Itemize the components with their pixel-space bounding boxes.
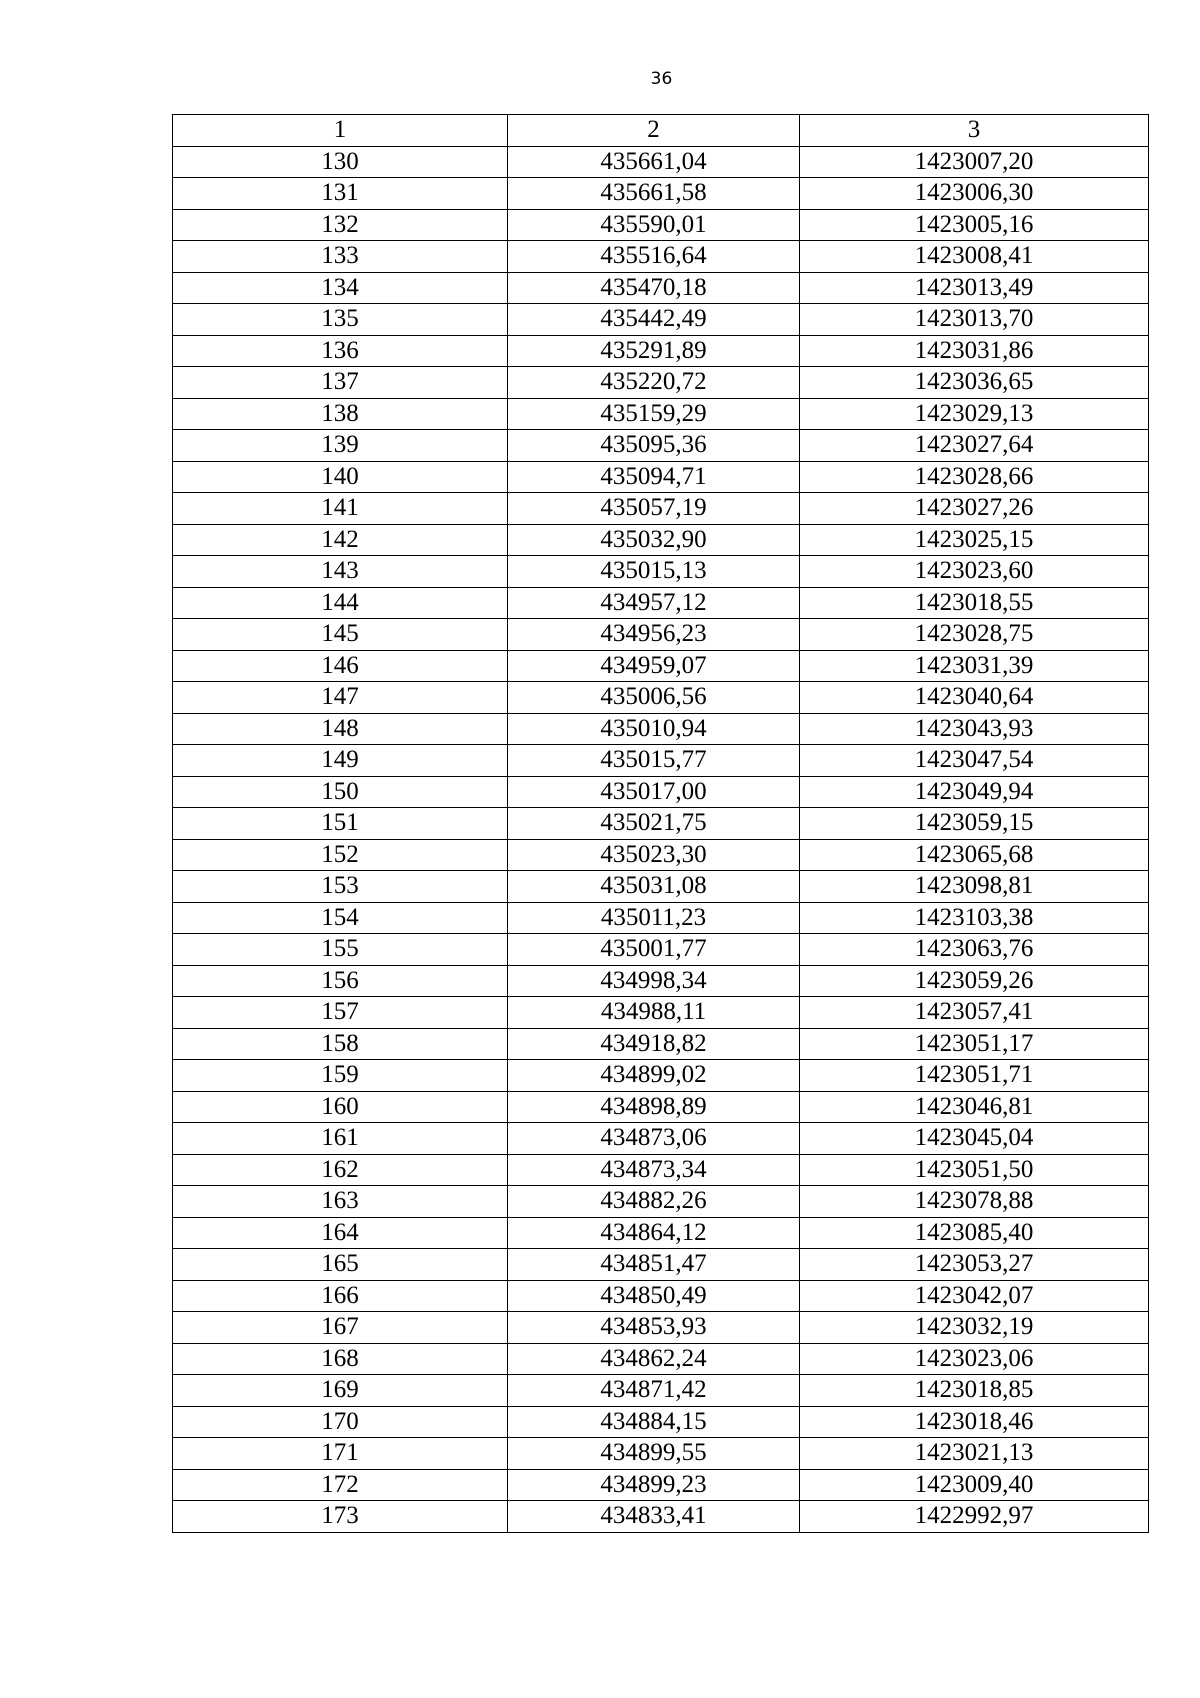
y-coordinate-cell: 1423045,04 [800, 1123, 1149, 1155]
x-coordinate-cell: 435661,58 [508, 178, 800, 210]
y-coordinate-cell: 1423053,27 [800, 1249, 1149, 1281]
point-number-cell: 171 [173, 1438, 508, 1470]
x-coordinate-cell: 435010,94 [508, 713, 800, 745]
table-row [173, 335, 1149, 367]
point-number-cell: 135 [173, 304, 508, 336]
table-row [173, 430, 1149, 462]
table-row [173, 209, 1149, 241]
y-coordinate-cell: 1423103,38 [800, 902, 1149, 934]
x-coordinate-cell: 434959,07 [508, 650, 800, 682]
x-coordinate-cell: 434853,93 [508, 1312, 800, 1344]
table-row [173, 1343, 1149, 1375]
point-number-cell: 133 [173, 241, 508, 273]
y-coordinate-cell: 1423028,75 [800, 619, 1149, 651]
point-number-cell: 139 [173, 430, 508, 462]
point-number-cell: 138 [173, 398, 508, 430]
y-coordinate-cell: 1423047,54 [800, 745, 1149, 777]
page-number: 36 [650, 69, 673, 89]
table-row [173, 178, 1149, 210]
point-number-cell: 148 [173, 713, 508, 745]
x-coordinate-cell: 435015,77 [508, 745, 800, 777]
table-row [173, 713, 1149, 745]
y-coordinate-cell: 1423057,41 [800, 997, 1149, 1029]
column-header-1: 1 [173, 115, 508, 147]
y-coordinate-cell: 1423028,66 [800, 461, 1149, 493]
point-number-cell: 169 [173, 1375, 508, 1407]
table-row [173, 839, 1149, 871]
y-coordinate-cell: 1423025,15 [800, 524, 1149, 556]
x-coordinate-cell: 434873,06 [508, 1123, 800, 1155]
x-coordinate-cell: 435032,90 [508, 524, 800, 556]
table-row [173, 1280, 1149, 1312]
point-number-cell: 165 [173, 1249, 508, 1281]
x-coordinate-cell: 435159,29 [508, 398, 800, 430]
x-coordinate-cell: 435023,30 [508, 839, 800, 871]
point-number-cell: 155 [173, 934, 508, 966]
y-coordinate-cell: 1423031,86 [800, 335, 1149, 367]
x-coordinate-cell: 435095,36 [508, 430, 800, 462]
table-row [173, 1123, 1149, 1155]
table-row [173, 1060, 1149, 1092]
y-coordinate-cell: 1423049,94 [800, 776, 1149, 808]
x-coordinate-cell: 435516,64 [508, 241, 800, 273]
table-row [173, 493, 1149, 525]
point-number-cell: 168 [173, 1343, 508, 1375]
column-header-2: 2 [508, 115, 800, 147]
y-coordinate-cell: 1423059,15 [800, 808, 1149, 840]
y-coordinate-cell: 1423029,13 [800, 398, 1149, 430]
point-number-cell: 153 [173, 871, 508, 903]
table-row [173, 587, 1149, 619]
y-coordinate-cell: 1423023,06 [800, 1343, 1149, 1375]
table-header-row [173, 115, 1149, 147]
x-coordinate-cell: 435661,04 [508, 146, 800, 178]
y-coordinate-cell: 1423018,46 [800, 1406, 1149, 1438]
table-row [173, 1501, 1149, 1533]
point-number-cell: 162 [173, 1154, 508, 1186]
point-number-cell: 134 [173, 272, 508, 304]
x-coordinate-cell: 435015,13 [508, 556, 800, 588]
y-coordinate-cell: 1423032,19 [800, 1312, 1149, 1344]
point-number-cell: 145 [173, 619, 508, 651]
y-coordinate-cell: 1423065,68 [800, 839, 1149, 871]
point-number-cell: 173 [173, 1501, 508, 1533]
x-coordinate-cell: 435017,00 [508, 776, 800, 808]
x-coordinate-cell: 435590,01 [508, 209, 800, 241]
column-header-3: 3 [800, 115, 1149, 147]
x-coordinate-cell: 434957,12 [508, 587, 800, 619]
table-row [173, 1091, 1149, 1123]
point-number-cell: 161 [173, 1123, 508, 1155]
table-row [173, 650, 1149, 682]
x-coordinate-cell: 435094,71 [508, 461, 800, 493]
table-row [173, 272, 1149, 304]
point-number-cell: 160 [173, 1091, 508, 1123]
table-row [173, 1469, 1149, 1501]
point-number-cell: 158 [173, 1028, 508, 1060]
x-coordinate-cell: 434864,12 [508, 1217, 800, 1249]
table-row [173, 304, 1149, 336]
table-row [173, 461, 1149, 493]
table-row [173, 682, 1149, 714]
table-row [173, 1154, 1149, 1186]
point-number-cell: 150 [173, 776, 508, 808]
y-coordinate-cell: 1423063,76 [800, 934, 1149, 966]
y-coordinate-cell: 1423013,49 [800, 272, 1149, 304]
coordinates-table [172, 114, 1149, 1533]
table-row [173, 934, 1149, 966]
x-coordinate-cell: 435001,77 [508, 934, 800, 966]
x-coordinate-cell: 434918,82 [508, 1028, 800, 1060]
table-row [173, 745, 1149, 777]
y-coordinate-cell: 1423040,64 [800, 682, 1149, 714]
table-row [173, 1028, 1149, 1060]
table-row [173, 997, 1149, 1029]
point-number-cell: 170 [173, 1406, 508, 1438]
point-number-cell: 131 [173, 178, 508, 210]
x-coordinate-cell: 434899,23 [508, 1469, 800, 1501]
point-number-cell: 159 [173, 1060, 508, 1092]
point-number-cell: 152 [173, 839, 508, 871]
y-coordinate-cell: 1423009,40 [800, 1469, 1149, 1501]
y-coordinate-cell: 1423027,26 [800, 493, 1149, 525]
x-coordinate-cell: 435031,08 [508, 871, 800, 903]
x-coordinate-cell: 435006,56 [508, 682, 800, 714]
x-coordinate-cell: 435057,19 [508, 493, 800, 525]
x-coordinate-cell: 435442,49 [508, 304, 800, 336]
point-number-cell: 137 [173, 367, 508, 399]
table-row [173, 1375, 1149, 1407]
y-coordinate-cell: 1423046,81 [800, 1091, 1149, 1123]
table-row [173, 146, 1149, 178]
table-row [173, 1249, 1149, 1281]
y-coordinate-cell: 1423008,41 [800, 241, 1149, 273]
y-coordinate-cell: 1423085,40 [800, 1217, 1149, 1249]
y-coordinate-cell: 1423007,20 [800, 146, 1149, 178]
table-row [173, 1186, 1149, 1218]
table-row [173, 619, 1149, 651]
x-coordinate-cell: 435291,89 [508, 335, 800, 367]
table-row [173, 367, 1149, 399]
y-coordinate-cell: 1423013,70 [800, 304, 1149, 336]
y-coordinate-cell: 1423098,81 [800, 871, 1149, 903]
table-row [173, 1312, 1149, 1344]
point-number-cell: 140 [173, 461, 508, 493]
table-row [173, 524, 1149, 556]
y-coordinate-cell: 1423006,30 [800, 178, 1149, 210]
x-coordinate-cell: 434873,34 [508, 1154, 800, 1186]
y-coordinate-cell: 1423043,93 [800, 713, 1149, 745]
y-coordinate-cell: 1423021,13 [800, 1438, 1149, 1470]
x-coordinate-cell: 434882,26 [508, 1186, 800, 1218]
point-number-cell: 167 [173, 1312, 508, 1344]
x-coordinate-cell: 435470,18 [508, 272, 800, 304]
x-coordinate-cell: 435021,75 [508, 808, 800, 840]
point-number-cell: 147 [173, 682, 508, 714]
x-coordinate-cell: 435220,72 [508, 367, 800, 399]
table-row [173, 1217, 1149, 1249]
y-coordinate-cell: 1423051,17 [800, 1028, 1149, 1060]
point-number-cell: 154 [173, 902, 508, 934]
table-row [173, 902, 1149, 934]
point-number-cell: 156 [173, 965, 508, 997]
x-coordinate-cell: 434851,47 [508, 1249, 800, 1281]
point-number-cell: 130 [173, 146, 508, 178]
y-coordinate-cell: 1423051,50 [800, 1154, 1149, 1186]
table-row [173, 871, 1149, 903]
y-coordinate-cell: 1423031,39 [800, 650, 1149, 682]
x-coordinate-cell: 434850,49 [508, 1280, 800, 1312]
x-coordinate-cell: 434988,11 [508, 997, 800, 1029]
point-number-cell: 164 [173, 1217, 508, 1249]
y-coordinate-cell: 1423051,71 [800, 1060, 1149, 1092]
table-row [173, 776, 1149, 808]
x-coordinate-cell: 435011,23 [508, 902, 800, 934]
point-number-cell: 146 [173, 650, 508, 682]
point-number-cell: 144 [173, 587, 508, 619]
point-number-cell: 157 [173, 997, 508, 1029]
y-coordinate-cell: 1423005,16 [800, 209, 1149, 241]
x-coordinate-cell: 434898,89 [508, 1091, 800, 1123]
point-number-cell: 136 [173, 335, 508, 367]
table-row [173, 556, 1149, 588]
y-coordinate-cell: 1423059,26 [800, 965, 1149, 997]
x-coordinate-cell: 434956,23 [508, 619, 800, 651]
x-coordinate-cell: 434884,15 [508, 1406, 800, 1438]
y-coordinate-cell: 1423027,64 [800, 430, 1149, 462]
x-coordinate-cell: 434899,55 [508, 1438, 800, 1470]
y-coordinate-cell: 1423078,88 [800, 1186, 1149, 1218]
y-coordinate-cell: 1423036,65 [800, 367, 1149, 399]
point-number-cell: 132 [173, 209, 508, 241]
table-row [173, 1438, 1149, 1470]
point-number-cell: 143 [173, 556, 508, 588]
point-number-cell: 149 [173, 745, 508, 777]
y-coordinate-cell: 1423042,07 [800, 1280, 1149, 1312]
table-body [173, 115, 1149, 1533]
table-row [173, 241, 1149, 273]
point-number-cell: 163 [173, 1186, 508, 1218]
x-coordinate-cell: 434899,02 [508, 1060, 800, 1092]
x-coordinate-cell: 434833,41 [508, 1501, 800, 1533]
point-number-cell: 141 [173, 493, 508, 525]
point-number-cell: 172 [173, 1469, 508, 1501]
table-row [173, 965, 1149, 997]
table-row [173, 808, 1149, 840]
y-coordinate-cell: 1423018,55 [800, 587, 1149, 619]
point-number-cell: 166 [173, 1280, 508, 1312]
y-coordinate-cell: 1423018,85 [800, 1375, 1149, 1407]
y-coordinate-cell: 1422992,97 [800, 1501, 1149, 1533]
point-number-cell: 142 [173, 524, 508, 556]
y-coordinate-cell: 1423023,60 [800, 556, 1149, 588]
table-row [173, 1406, 1149, 1438]
x-coordinate-cell: 434871,42 [508, 1375, 800, 1407]
point-number-cell: 151 [173, 808, 508, 840]
x-coordinate-cell: 434862,24 [508, 1343, 800, 1375]
x-coordinate-cell: 434998,34 [508, 965, 800, 997]
table-row [173, 398, 1149, 430]
